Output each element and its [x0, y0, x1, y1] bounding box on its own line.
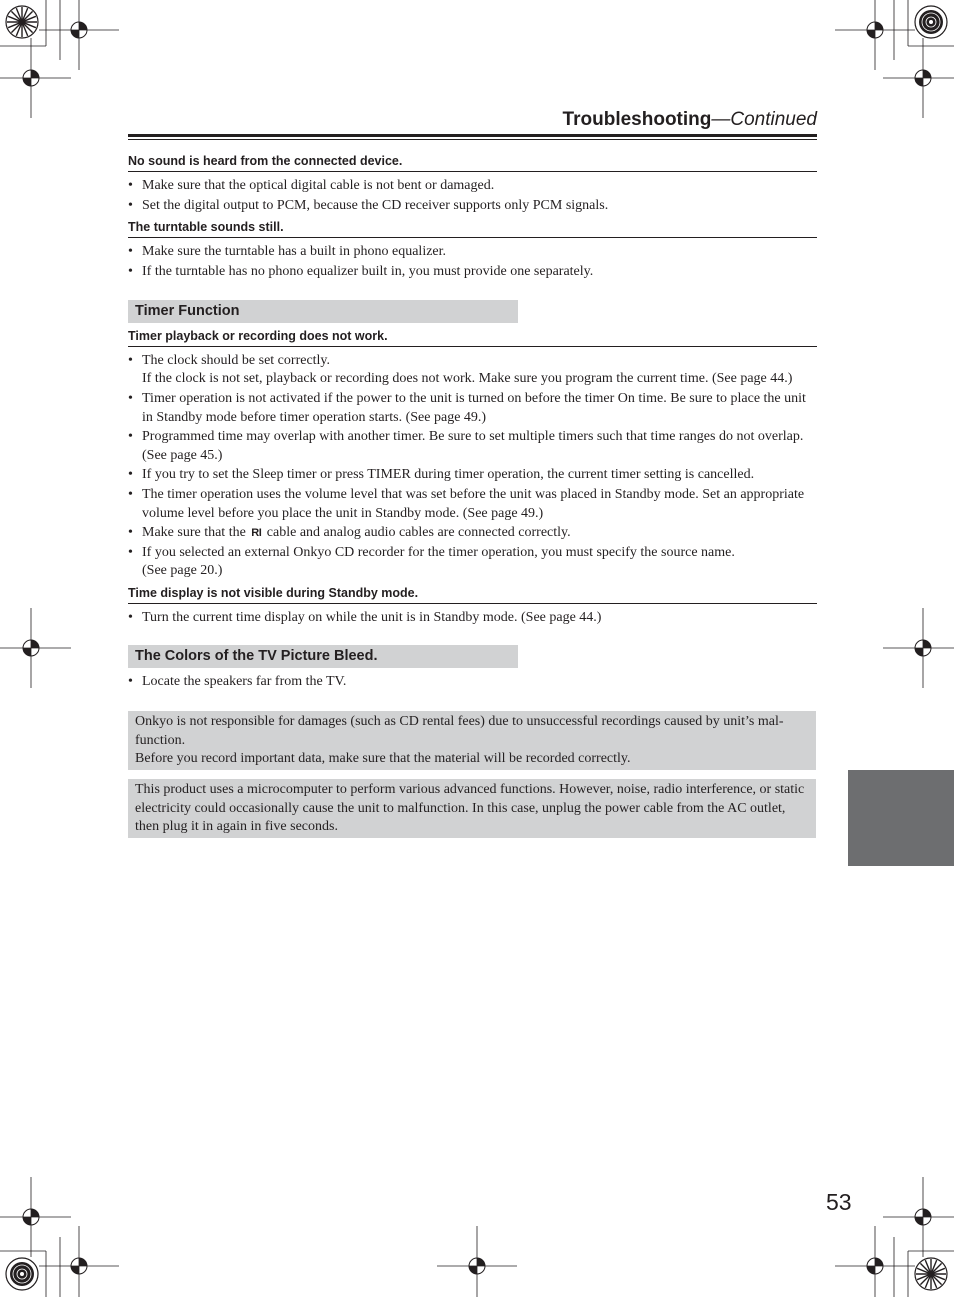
section-tv-colors	[128, 645, 817, 691]
list-item-line: The clock should be set correctly.	[142, 353, 331, 369]
answer-list	[128, 609, 817, 627]
page-number: 53	[826, 1189, 852, 1215]
note-box-recording	[128, 711, 816, 770]
section-title-bar: Timer Function	[128, 300, 518, 323]
list-item: • Locate the speakers far from the TV.	[128, 673, 817, 691]
header-rule-thin	[128, 139, 817, 140]
ri-logo-icon: RI	[251, 527, 262, 540]
note-box-microcomputer	[128, 779, 816, 838]
list-item-text: Make sure that the	[142, 525, 246, 541]
page-content	[128, 152, 817, 838]
list-item: • Make sure that the optical digital cable is not bent or damaged.	[128, 177, 817, 195]
side-tab	[848, 770, 954, 866]
list-item	[128, 524, 817, 542]
list-item: • Make sure the turntable has a built in phono equalizer.	[128, 243, 817, 261]
list-item: • If the turntable has no phono equalizer built in, you must provide one separately.	[128, 263, 817, 281]
list-item: • Timer operation is not activated if the power to the unit is turned on before the timer On time. Be sure to place the unit in Standby mode before timer operation starts. (See page 49.)	[128, 390, 817, 427]
header-rule	[128, 134, 817, 137]
list-item: • Programmed time may overlap with another timer. Be sure to set multiple timers such that time ranges do not overlap. (See page 45.)	[128, 428, 817, 465]
answer-list	[128, 352, 817, 581]
page-title-continued: —Continued	[711, 109, 817, 130]
question-heading: No sound is heard from the connected device.	[128, 152, 817, 172]
list-item: • Set the digital output to PCM, because the CD receiver supports only PCM signals.	[128, 197, 817, 215]
list-item-line: If the clock is not set, playback or recording does not work. Make sure you program the current time. (See page 44.)	[142, 371, 793, 387]
list-item-text: cable and analog audio cables are connected correctly.	[266, 525, 571, 541]
question-heading: Timer playback or recording does not work.	[128, 327, 817, 347]
question-heading: Time display is not visible during Standby mode.	[128, 584, 817, 604]
list-item: • Turn the current time display on while the unit is in Standby mode. (See page 44.)	[128, 609, 817, 627]
page-title	[563, 108, 817, 132]
section-title-bar: The Colors of the TV Picture Bleed.	[128, 645, 518, 668]
section-timer-function	[128, 300, 817, 581]
list-item-line: If you selected an external Onkyo CD recorder for the timer operation, you must specify the source name.	[142, 545, 735, 561]
list-item	[128, 352, 817, 389]
section-time-display	[128, 584, 817, 627]
section-turntable	[128, 218, 817, 281]
list-item	[128, 544, 817, 581]
page-header	[128, 108, 817, 138]
answer-list	[128, 243, 817, 281]
answer-list	[128, 177, 817, 215]
list-item-line: (See page 20.)	[142, 563, 223, 579]
note-text: Before you record important data, make sure that the material will be recorded correctly.	[135, 750, 631, 766]
page-title-main: Troubleshooting	[562, 109, 712, 130]
list-item: • If you try to set the Sleep timer or press TIMER during timer operation, the current timer setting is cancelled.	[128, 466, 817, 484]
note-text: This product uses a microcomputer to perform various advanced functions. However, noise, radio interference, or static electricity could occasionally cause the unit to malfunction. In this case, unplug the power cable from the AC outlet, then plug it in again in five seconds.	[135, 782, 805, 834]
section-no-sound	[128, 152, 817, 215]
question-heading: The turntable sounds still.	[128, 218, 817, 238]
list-item: • The timer operation uses the volume level that was set before the unit was placed in Standby mode. Set an appropriate volume level before you place the unit in Standby mode. (See page 49.)	[128, 486, 817, 523]
answer-list	[128, 673, 817, 691]
note-text: Onkyo is not responsible for damages (such as CD rental fees) due to unsuccessful recordings caused by unit’s mal-function.	[135, 714, 784, 748]
